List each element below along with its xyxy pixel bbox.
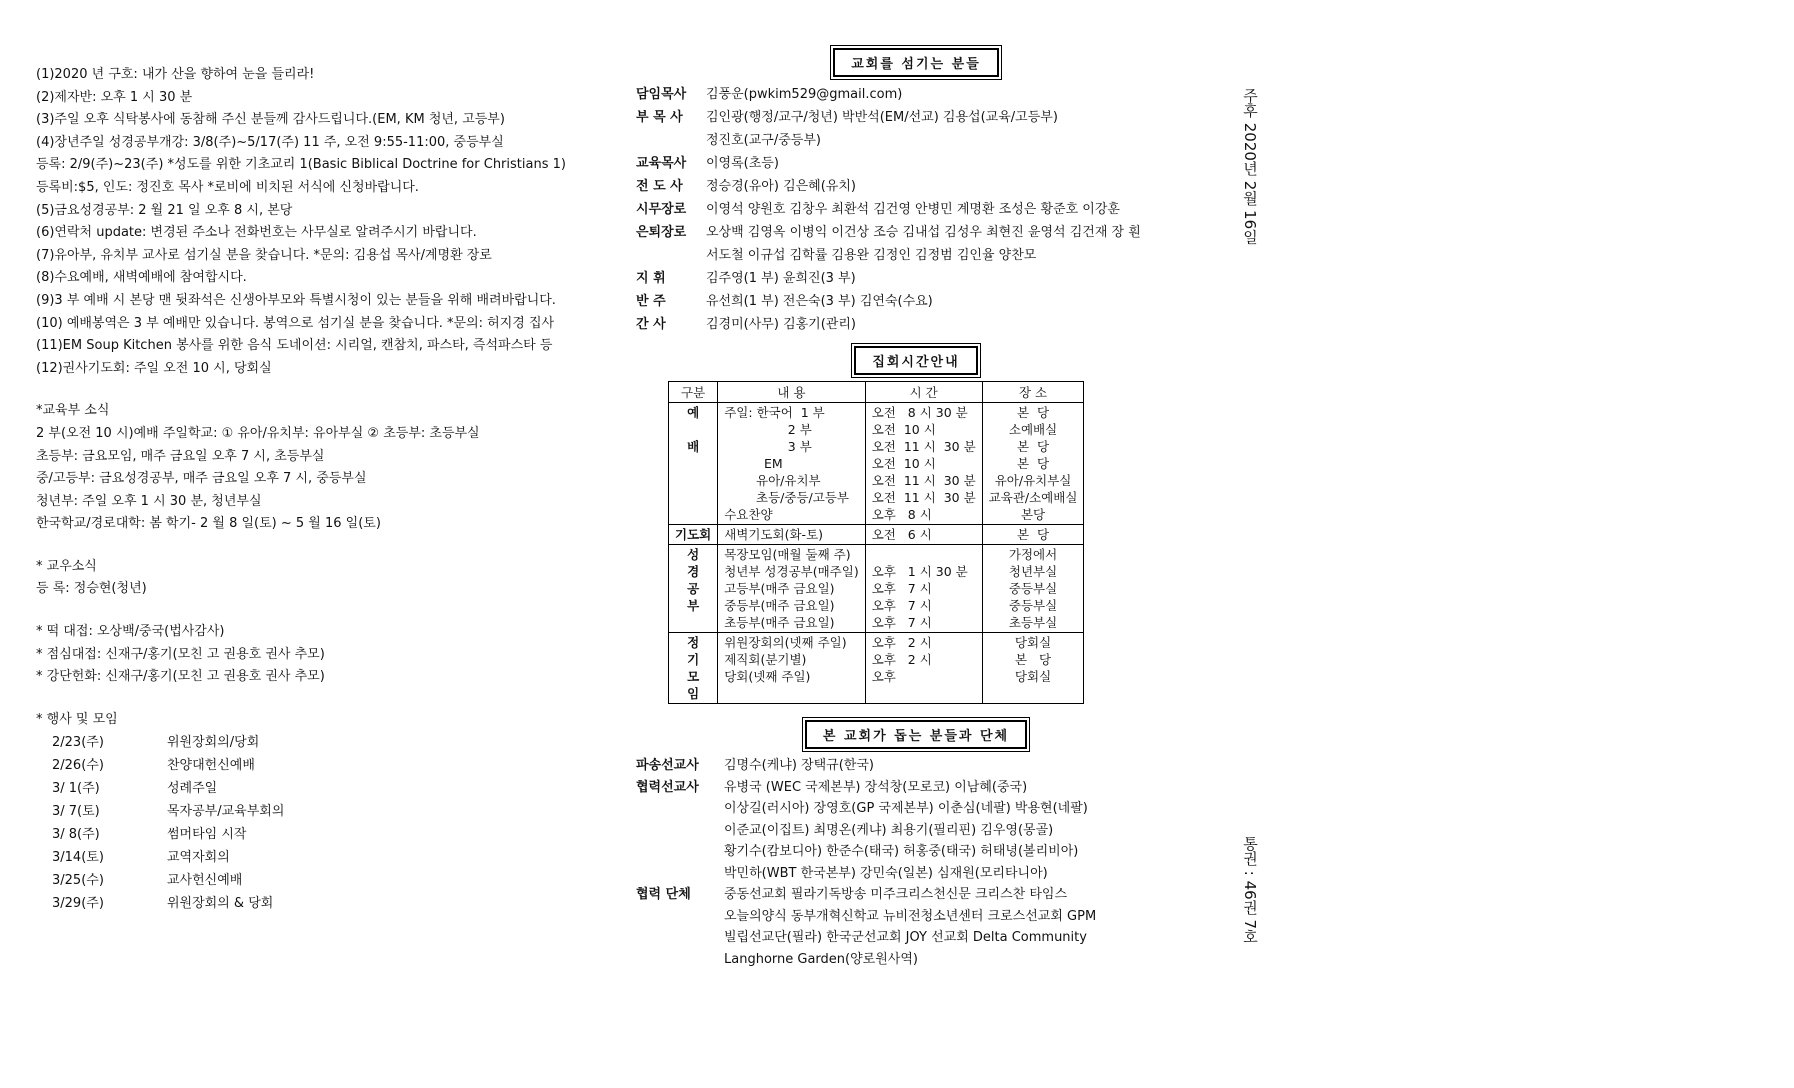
mission-type — [636, 820, 724, 842]
staff-names: 이영석 양원호 김창우 최환석 김건영 안병민 계명환 조성은 황준호 이강훈 — [706, 202, 1120, 217]
event-date: 2/26(수) — [52, 758, 104, 774]
announcement-line: (6)연락처 update: 변경된 주소나 전화번호는 사무실로 알려주시기 바랍니다. — [36, 225, 477, 241]
mission-type — [636, 798, 724, 820]
schedule-row — [669, 525, 1084, 545]
schedule-time: 오후 1 시 30 분 오후 7 시 오후 7 시 오후 7 시 — [865, 545, 982, 633]
staff-names: 김주영(1 부) 윤희진(3 부) — [706, 271, 856, 286]
staff-row — [636, 83, 1196, 106]
schedule-title: 집회시간안내 — [854, 346, 977, 375]
mission-names: 중동선교회 필라기독방송 미주크리스천신문 크리스찬 타임스 — [724, 887, 1068, 902]
mission-row — [636, 841, 1196, 863]
announcement-line: (3)주일 오후 식탁봉사에 동참해 주신 분들께 감사드립니다.(EM, KM 청년, 고등부) — [36, 112, 505, 128]
staff-names: 김인광(행정/교구/청년) 박반석(EM/선교) 김용섭(교육/고등부) — [706, 110, 1058, 125]
schedule-place: 가정에서 청년부실 중등부실 중등부실 초등부실 — [982, 545, 1084, 633]
edu-title: *교육부 소식 — [36, 403, 110, 419]
mission-row — [636, 820, 1196, 842]
event-name: 목자공부/교육부회의 — [167, 804, 285, 820]
event-name: 찬양대헌신예배 — [167, 758, 255, 774]
staff-role: 간 사 — [636, 317, 666, 332]
schedule-header — [669, 382, 1084, 403]
schedule-header-cell: 내 용 — [718, 382, 865, 403]
staff-role: 담임목사 — [636, 87, 687, 102]
schedule-row — [669, 545, 1084, 633]
staff-role: 반 주 — [636, 294, 666, 309]
mission-row — [636, 863, 1196, 885]
schedule-time: 오후 2 시 오후 2 시 오후 — [865, 633, 982, 704]
mission-row — [636, 798, 1196, 820]
event-name: 썸머타임 시작 — [167, 827, 247, 843]
event-name: 교역자회의 — [167, 850, 230, 866]
mission-type: 협력선교사 — [636, 779, 699, 795]
schedule-row — [669, 633, 1084, 704]
bulletin-issue: 통권 : 46권 7호 — [1241, 836, 1259, 944]
announcement-line: (4)장년주일 성경공부개강: 3/8(주)~5/17(주) 11 주, 오전 9:55-11:00, 중등부실 — [36, 134, 504, 150]
events-list — [52, 731, 596, 915]
staff-names: 정승경(유아) 김은혜(유치) — [706, 179, 856, 194]
event-name: 교사헌신예배 — [167, 873, 243, 889]
event-date: 3/25(수) — [52, 873, 104, 889]
schedule-content: 위원장회의(넷째 주일) 제직회(분기별) 당회(넷째 주일) — [718, 633, 865, 704]
mission-row — [636, 949, 1196, 971]
schedule-row — [669, 403, 1084, 525]
mission-names: 유병국 (WEC 국제본부) 장석창(모로코) 이남혜(중국) — [724, 779, 1028, 795]
mission-title: 본 교회가 돕는 분들과 단체 — [805, 720, 1027, 749]
announcement-line: (11)EM Soup Kitchen 봉사를 위한 음식 도네이션: 시리얼, 캔참치, 파스타, 즉석파스타 등 — [36, 338, 553, 354]
staff-row — [636, 198, 1196, 221]
mission-type: 협력 단체 — [636, 887, 691, 902]
members-title: * 교우소식 — [36, 558, 97, 574]
staff-role: 부 목 사 — [636, 110, 683, 125]
schedule-place: 당회실 본 당 당회실 — [982, 633, 1084, 704]
middle-column — [636, 48, 1196, 970]
staff-role: 시무장로 — [636, 202, 687, 217]
announcement-line: (5)금요성경공부: 2 월 21 일 오후 8 시, 본당 — [36, 202, 293, 218]
staff-role: 지 휘 — [636, 271, 666, 286]
announcement-line: (7)유아부, 유치부 교사로 섬기실 분을 찾습니다. *문의: 김용섭 목사/계명환 장로 — [36, 247, 492, 263]
mission-names: 빌립선교단(필라) 한국군선교회 JOY 선교회 Delta Community — [724, 930, 1087, 945]
event-date: 2/23(주) — [52, 735, 104, 751]
mission-names: 이준교(이집트) 최명온(케냐) 최용기(필리핀) 김우영(몽골) — [724, 822, 1054, 838]
mission-names: 오늘의양식 동부개혁신학교 뉴비전청소년센터 크로스선교회 GPM — [724, 908, 1097, 924]
staff-title: 교회를 섬기는 분들 — [833, 48, 999, 77]
schedule-header-cell: 구분 — [669, 382, 718, 403]
schedule-header-cell: 시 간 — [865, 382, 982, 403]
events-title: * 행사 및 모임 — [36, 711, 118, 727]
staff-row — [636, 129, 1196, 152]
staff-role: 전 도 사 — [636, 179, 683, 194]
staff-names: 김풍운(pwkim529@gmail.com) — [706, 87, 903, 102]
schedule-table — [668, 381, 1084, 704]
edu-line: 중/고등부: 금요성경공부, 매주 금요일 오후 7 시, 중등부실 — [36, 471, 367, 487]
mission-row — [636, 755, 1196, 777]
schedule-category: 정 기 모 임 — [669, 633, 718, 704]
mission-row — [636, 906, 1196, 928]
donation-line: * 강단헌화: 신재구/홍기(모친 고 권용호 권사 추모) — [36, 669, 325, 685]
event-name: 위원장회의 & 당회 — [167, 896, 274, 912]
mission-names: 황기수(캄보디아) 한준수(태국) 허홍중(태국) 허태녕(볼리비아) — [724, 844, 1079, 859]
announcement-line: 등록비:$5, 인도: 정진호 목사 *로비에 비치된 서식에 신청바랍니다. — [36, 179, 419, 195]
members-line: 등 록: 정승현(청년) — [36, 581, 147, 597]
mission-type — [636, 841, 724, 863]
schedule-time: 오전 6 시 — [865, 525, 982, 545]
donation-list — [36, 621, 596, 689]
staff-list — [636, 83, 1196, 336]
staff-names: 정진호(교구/중등부) — [706, 133, 821, 148]
staff-role — [636, 129, 706, 152]
staff-row — [636, 106, 1196, 129]
staff-row — [636, 313, 1196, 336]
mission-type — [636, 949, 724, 971]
schedule-content: 새벽기도회(화-토) — [718, 525, 865, 545]
announcement-line: (10) 예배봉역은 3 부 예배만 있습니다. 봉역으로 섬기실 분을 찾습니다. *문의: 허지경 집사 — [36, 315, 555, 331]
staff-names: 유선희(1 부) 전은숙(3 부) 김연숙(수요) — [706, 294, 933, 309]
announcement-line: (9)3 부 예배 시 본당 맨 뒷좌석은 신생아부모와 특별시청이 있는 분들을 위해 배려바랍니다. — [36, 292, 556, 308]
staff-role — [636, 244, 706, 267]
staff-row — [636, 267, 1196, 290]
mission-type: 파송선교사 — [636, 758, 699, 773]
announcement-line: (2)제자반: 오후 1 시 30 분 — [36, 89, 193, 105]
mission-names: 이상길(러시아) 장영호(GP 국제본부) 이춘심(네팔) 박용현(네팔) — [724, 801, 1088, 816]
schedule-category: 기도회 — [669, 525, 718, 545]
donation-line: * 점심대접: 신재구/홍기(모친 고 권용호 권사 추모) — [36, 646, 325, 662]
announcement-line: (12)권사기도회: 주일 오전 10 시, 당회실 — [36, 360, 272, 376]
staff-row — [636, 152, 1196, 175]
edu-line: 초등부: 금요모임, 매주 금요일 오후 7 시, 초등부실 — [36, 448, 325, 464]
staff-row — [636, 290, 1196, 313]
schedule-header-cell: 장 소 — [982, 382, 1084, 403]
staff-names: 오상백 김영옥 이병익 이건상 조승 김내섭 김성우 최현진 윤영석 김건재 장 훤 — [706, 225, 1141, 240]
schedule-content: 목장모임(매월 둘째 주) 청년부 성경공부(매주일) 고등부(매주 금요일) 중등부(매주 금요일) 초등부(매주 금요일) — [718, 545, 865, 633]
announcement-line: (8)수요예배, 새벽예배에 참여합시다. — [36, 270, 247, 286]
bulletin-date: 주후 2020년 2월 16일 — [1241, 88, 1259, 245]
edu-line: 2 부(오전 10 시)예배 주일학교: ① 유아/유치부: 유아부실 ② 초등부: 초등부실 — [36, 425, 480, 441]
staff-role: 은퇴장로 — [636, 225, 687, 240]
donation-line: * 떡 대접: 오상백/중국(법사감사) — [36, 624, 225, 640]
event-name: 성례주일 — [167, 781, 218, 797]
schedule-time: 오전 8 시 30 분 오전 10 시 오전 11 시 30 분 오전 10 시 오전 11 시 30 분 오전 11 시 30 분 오후 8 시 — [865, 403, 982, 525]
schedule-content: 주일: 한국어 1 부 2 부 3 부 EM 유아/유치부 초등/중등/고등부 수요찬양 — [718, 403, 865, 525]
event-date: 3/ 1(주) — [52, 781, 100, 797]
event-date: 3/ 7(토) — [52, 804, 100, 820]
mission-names: Langhorne Garden(양로원사역) — [724, 951, 918, 967]
event-date: 3/ 8(주) — [52, 827, 100, 843]
staff-names: 김경미(사무) 김홍기(관리) — [706, 317, 856, 332]
schedule-category: 성 경 공 부 — [669, 545, 718, 633]
edu-line: 한국학교/경로대학: 봄 학기- 2 월 8 일(토) ~ 5 월 16 일(토) — [36, 516, 381, 532]
event-date: 3/14(토) — [52, 850, 104, 866]
staff-role: 교육목사 — [636, 156, 687, 171]
event-date: 3/29(주) — [52, 896, 104, 912]
announcement-line: 등록: 2/9(주)~23(주) *성도를 위한 기초교리 1(Basic Biblical Doctrine for Christians 1) — [36, 157, 566, 173]
mission-list — [636, 755, 1196, 970]
mission-type — [636, 906, 724, 928]
mission-type — [636, 927, 724, 949]
mission-row — [636, 927, 1196, 949]
staff-names: 이영록(초등) — [706, 156, 779, 171]
event-name: 위원장회의/당회 — [167, 735, 260, 751]
announcement-line: (1)2020 년 구호: 내가 산을 향하여 눈을 들리라! — [36, 67, 315, 82]
schedule-category: 예 배 — [669, 403, 718, 525]
mission-type — [636, 863, 724, 885]
edu-line: 청년부: 주일 오후 1 시 30 분, 청년부실 — [36, 493, 262, 509]
left-column — [36, 64, 596, 915]
announcement-list — [36, 64, 596, 380]
staff-row — [636, 221, 1196, 244]
mission-names: 박민하(WBT 한국본부) 강민숙(일본) 심재원(모리타니아) — [724, 865, 1048, 881]
staff-row — [636, 244, 1196, 267]
staff-names: 서도철 이규섭 김학률 김용완 김정인 김정범 김인율 양찬모 — [706, 248, 1037, 263]
mission-names: 김명수(케냐) 장택규(한국) — [724, 758, 874, 773]
schedule-place: 본 당 — [982, 525, 1084, 545]
mission-row — [636, 884, 1196, 906]
edu-list — [36, 423, 596, 536]
mission-row — [636, 777, 1196, 799]
schedule-place: 본 당 소예배실 본 당 본 당 유아/유치부실 교육관/소예배실 본당 — [982, 403, 1084, 525]
staff-row — [636, 175, 1196, 198]
